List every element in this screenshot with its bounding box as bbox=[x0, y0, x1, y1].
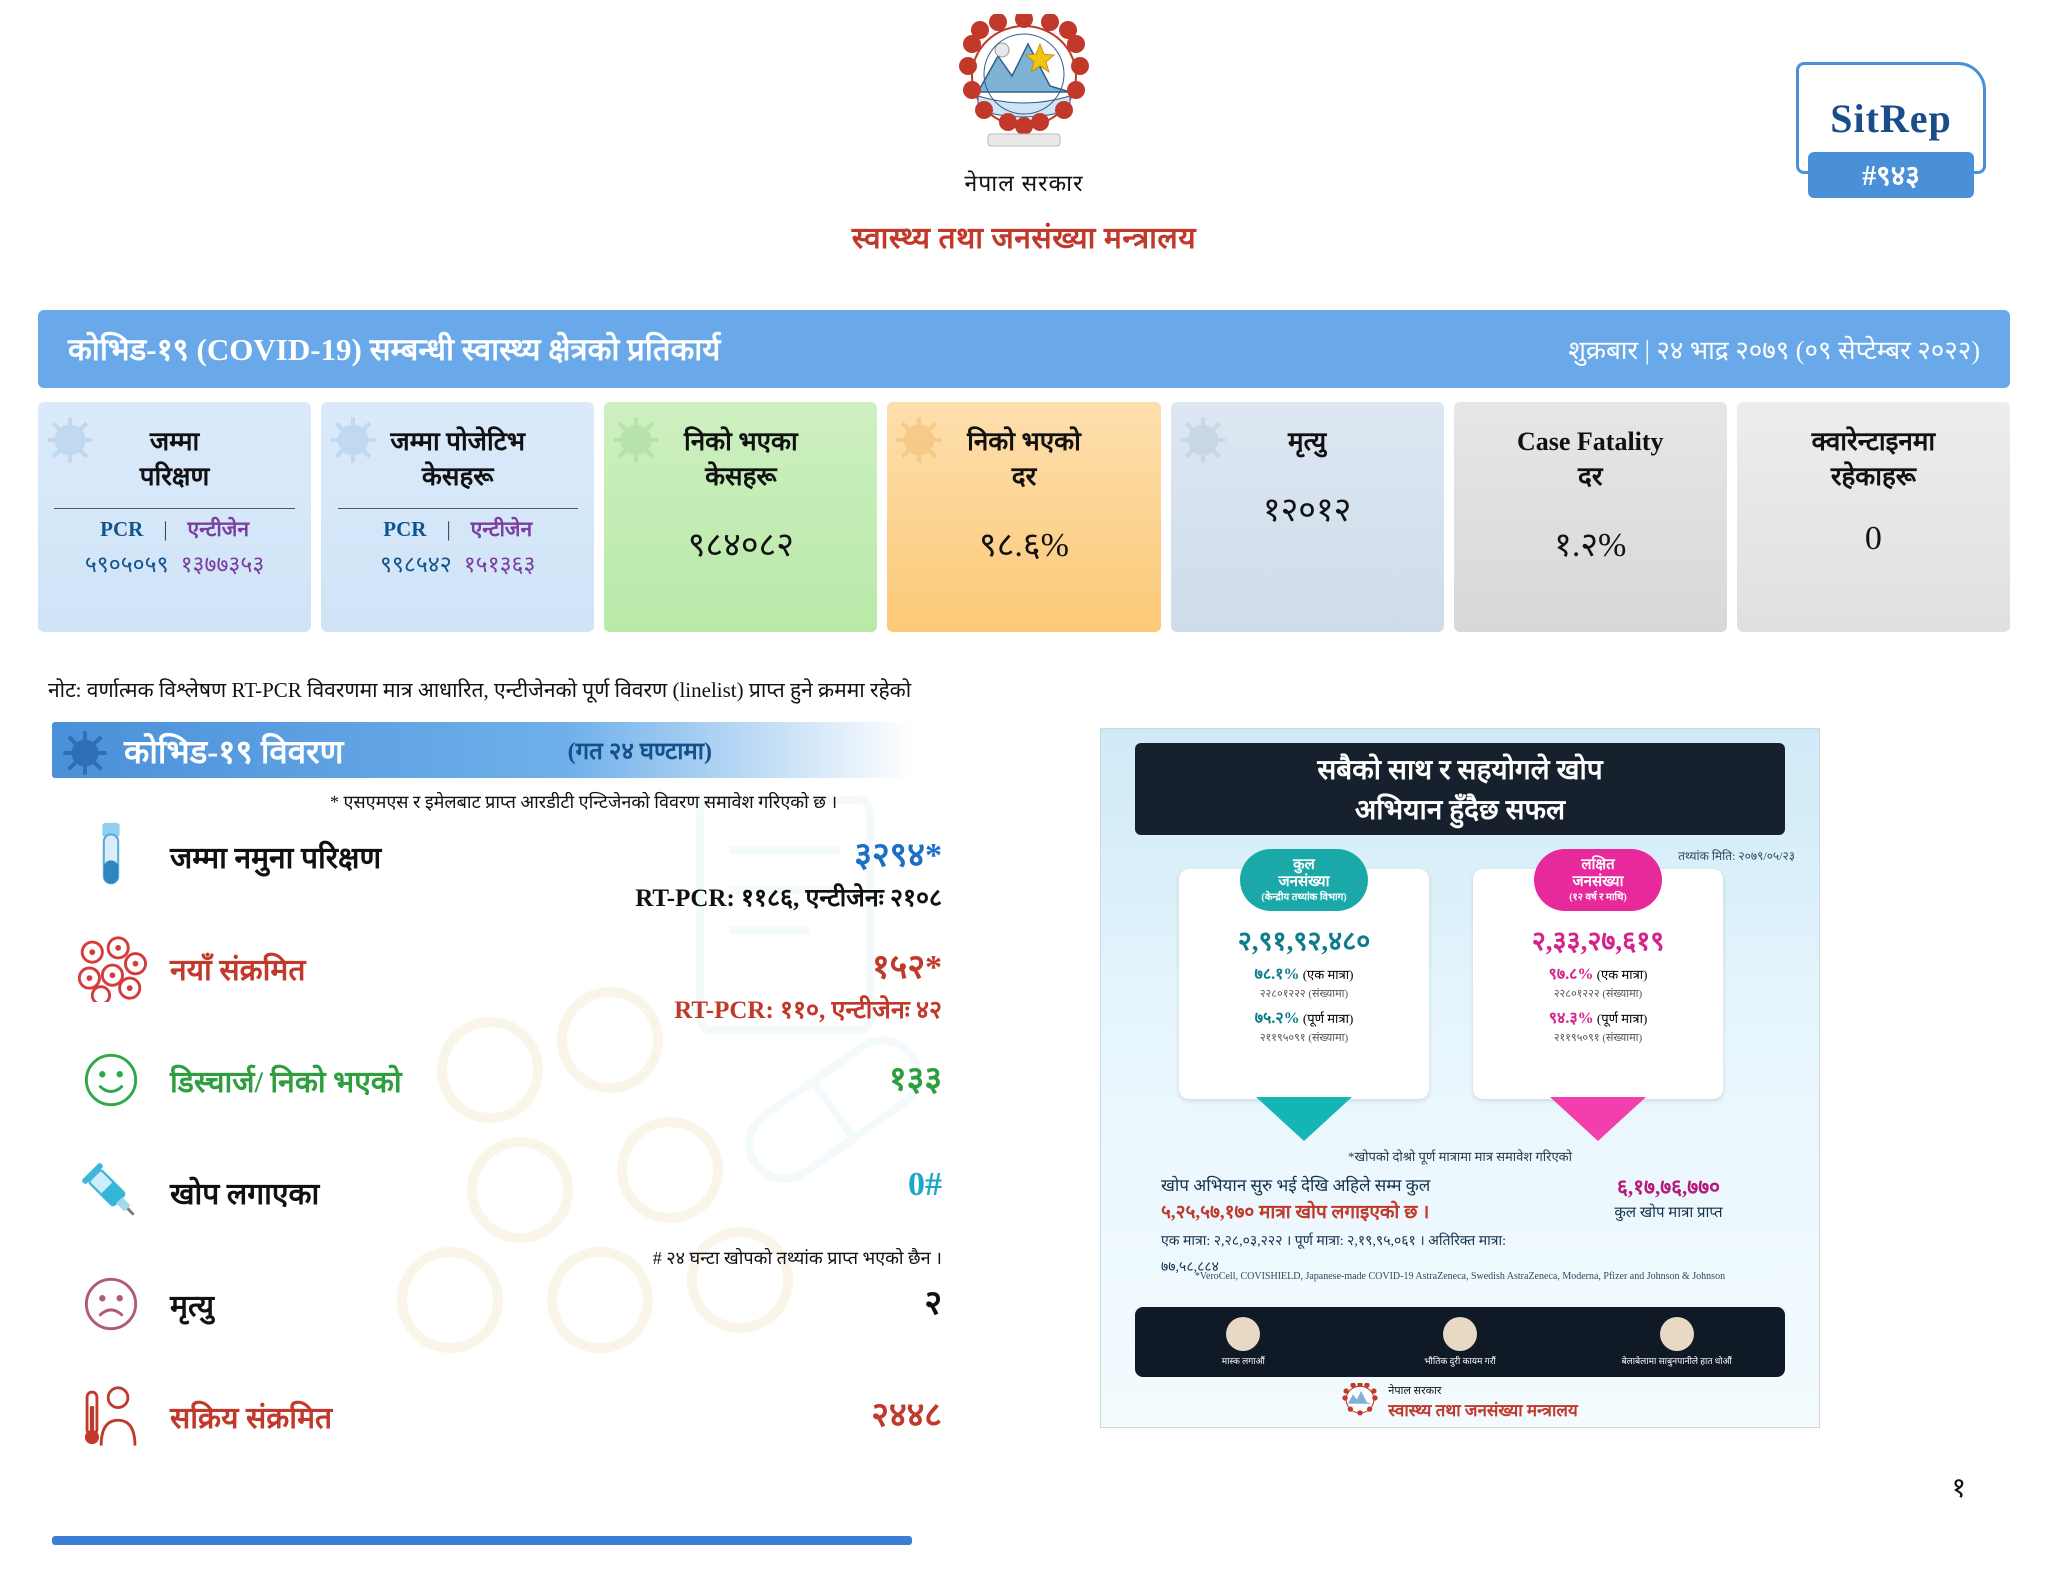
detail-row-discharged bbox=[52, 1048, 952, 1160]
kpi-title: मृत्यु bbox=[1288, 427, 1327, 456]
poster-card1-l1-sub: २२८०१२२२ (संख्यामा) bbox=[1259, 988, 1349, 1000]
detail-label: सक्रिय संक्रमित bbox=[170, 1402, 333, 1435]
poster-card1-pill: कुल जनसंख्या (केन्द्रीय तथ्यांक विभाग) bbox=[1240, 849, 1368, 911]
detail-row-deaths bbox=[52, 1272, 952, 1384]
thermometer-person-icon bbox=[52, 1384, 170, 1448]
poster-vaccine-list: *VeroCell, COVISHIELD, Japanese-made COVID-19 AstraZeneca, Swedish AstraZeneca, Moderna, Pfizer and Johnson & Johnson bbox=[1194, 1271, 1726, 1282]
virus-icon bbox=[891, 412, 947, 468]
kpi-total-positive bbox=[321, 402, 594, 632]
syringe-icon bbox=[52, 1160, 170, 1224]
poster-card1-number: २,९१,९२,४८० bbox=[1237, 926, 1371, 956]
poster-arrow-teal bbox=[1256, 1097, 1352, 1141]
kpi-breakdown bbox=[338, 508, 578, 579]
poster-mid-note: *खोपको दोश्रो पूर्ण मात्रामा मात्र समावेश गरिएको bbox=[1347, 1149, 1573, 1164]
poster-mid-left-line3: एक मात्रा: २,२८,०३,२२२ । पूर्ण मात्रा: २,१९,९५,०६१ । अतिरिक्त मात्रा: ७७,५८,८८४ bbox=[1161, 1234, 1507, 1275]
virus-icon bbox=[42, 412, 98, 468]
detail-row-vaccinated bbox=[52, 1160, 952, 1272]
handwash-icon bbox=[1660, 1317, 1694, 1351]
sitrep-number: #९४३ bbox=[1808, 152, 1974, 198]
poster-card2-l2-pct: ९४.३% bbox=[1548, 1009, 1594, 1027]
poster-card2-l2-sub: २११९५०९१ (संख्यामा) bbox=[1553, 1031, 1643, 1044]
poster-card1-l2-sub: २११९५०९१ (संख्यामा) bbox=[1259, 1031, 1349, 1044]
detail-label: नयाँ संक्रमित bbox=[170, 954, 306, 987]
kpi-recovered-cases bbox=[604, 402, 877, 632]
poster-banner bbox=[1135, 743, 1785, 835]
virus-icon bbox=[608, 412, 664, 468]
report-date: शुक्रबार | २४ भाद्र २०७९ (०९ सेप्टेम्बर २०२२) bbox=[1568, 336, 1980, 365]
report-title-bar bbox=[38, 310, 2010, 388]
sitrep-badge bbox=[1796, 62, 1986, 202]
test-tube-icon bbox=[52, 824, 170, 888]
poster-safety-label: मास्क लगाऔं bbox=[1221, 1356, 1265, 1366]
detail-label: खोप लगाएका bbox=[170, 1178, 320, 1211]
poster-card-total-population bbox=[1179, 857, 1429, 1099]
poster-card2-l2-note: (पूर्ण मात्रा) bbox=[1596, 1010, 1648, 1026]
detail-value: २ bbox=[924, 1285, 942, 1322]
kpi-title: निको भएको दर bbox=[967, 427, 1081, 492]
poster-card1-l2-note: (पूर्ण मात्रा) bbox=[1302, 1010, 1354, 1026]
kpi-sub-separator: | bbox=[163, 516, 168, 541]
emblem-block bbox=[814, 14, 1234, 257]
sitrep-label: SitRep bbox=[1830, 95, 1952, 141]
kpi-case-fatality-rate bbox=[1454, 402, 1727, 632]
detail-label: डिस्चार्ज/ निको भएको bbox=[170, 1066, 402, 1099]
poster-mid-left-line2: ५,२५,५७,१७० मात्रा खोप लगाइएको छ । bbox=[1161, 1201, 1430, 1223]
poster-card2-l1-note: (एक मात्रा) bbox=[1596, 967, 1648, 982]
poster-card-target-population bbox=[1473, 857, 1723, 1099]
poster-card1-l1-note: (एक मात्रा) bbox=[1302, 967, 1354, 982]
kpi-sub-separator: | bbox=[446, 516, 451, 541]
detail-rows bbox=[52, 824, 952, 1496]
sad-face-icon bbox=[52, 1272, 170, 1336]
kpi-sub-label-antigen: एन्टीजेन bbox=[187, 517, 249, 542]
kpi-sub-value-pcr: ५९०५०५९ bbox=[84, 552, 169, 578]
virus-icon bbox=[52, 936, 170, 1000]
detail-value: ३२९४* bbox=[854, 837, 942, 874]
page-header bbox=[0, 0, 2048, 300]
kpi-value: ९८.६% bbox=[979, 527, 1069, 565]
poster-card1-l2-pct: ७५.२% bbox=[1254, 1009, 1300, 1027]
smiley-icon bbox=[52, 1048, 170, 1112]
poster-card1-l1-pct: ७८.१% bbox=[1254, 966, 1300, 983]
page-number: १ bbox=[1951, 1473, 1966, 1504]
mask-icon bbox=[1226, 1317, 1260, 1351]
panel-footnote-top: * एसएमएस र इमेलबाट प्राप्त आरडीटी एन्टिजेनको विवरण समावेश गरिएको छ । bbox=[330, 792, 838, 812]
kpi-sub-label-pcr: PCR bbox=[383, 516, 427, 541]
poster-mid-left-line1: खोप अभियान सुरु भई देखि अहिले सम्म कुल bbox=[1161, 1176, 1431, 1195]
government-label: नेपाल सरकार bbox=[964, 171, 1084, 196]
kpi-title: निको भएका केसहरू bbox=[683, 427, 798, 492]
kpi-title: क्वारेन्टाइनमा रहेकाहरू bbox=[1811, 427, 1936, 492]
kpi-title: जम्मा पोजेटिभ केसहरू bbox=[390, 427, 526, 492]
nepal-emblem-icon bbox=[1342, 1383, 1378, 1423]
poster-footer-gov: नेपाल सरकार bbox=[1388, 1384, 1442, 1397]
virus-icon bbox=[325, 412, 381, 468]
poster-banner-line1: सबैको साथ र सहयोगले खोप bbox=[1317, 755, 1603, 786]
poster-footer-ministry: स्वास्थ्य तथा जनसंख्या मन्त्रालय bbox=[1388, 1401, 1578, 1421]
kpi-title: जम्मा परिक्षण bbox=[139, 427, 210, 492]
kpi-recovery-rate bbox=[887, 402, 1160, 632]
kpi-value: ९८४०८२ bbox=[687, 527, 794, 565]
kpi-row bbox=[38, 402, 2010, 632]
kpi-breakdown bbox=[54, 508, 294, 579]
detail-value: १३३ bbox=[888, 1061, 942, 1098]
detail-label: मृत्यु bbox=[170, 1290, 215, 1323]
kpi-sub-value-pcr: ९९८५४२ bbox=[379, 552, 452, 578]
virus-icon bbox=[1175, 412, 1231, 468]
kpi-total-tests bbox=[38, 402, 311, 632]
kpi-sub-label-pcr: PCR bbox=[100, 516, 144, 541]
poster-mid-right bbox=[1576, 1173, 1761, 1224]
poster-total-doses-received: ६,१७,७६,७७० bbox=[1616, 1175, 1721, 1199]
poster-card2-pill: लक्षित जनसंख्या (१२ वर्ष र माथि) bbox=[1534, 849, 1662, 911]
poster-safety-item bbox=[1375, 1317, 1545, 1367]
panel-title: कोभिड-१९ विवरण bbox=[124, 734, 344, 771]
detail-row-active-cases bbox=[52, 1384, 952, 1496]
ministry-title: स्वास्थ्य तथा जनसंख्या मन्त्रालय bbox=[851, 222, 1197, 255]
virus-icon bbox=[58, 726, 112, 780]
kpi-deaths bbox=[1171, 402, 1444, 632]
kpi-title: Case Fatality दर bbox=[1516, 427, 1664, 492]
vaccination-poster bbox=[1100, 728, 1820, 1428]
covid-detail-panel bbox=[52, 722, 952, 1542]
detail-value: २४४८ bbox=[871, 1397, 942, 1434]
poster-card2-line1 bbox=[1473, 965, 1723, 1002]
poster-footer bbox=[1101, 1383, 1819, 1423]
panel-header bbox=[52, 722, 912, 778]
poster-date: तथ्यांक मिति: २०७९/०५/२३ bbox=[1678, 849, 1795, 863]
report-title: कोभिड-१९ (COVID-19) सम्बन्धी स्वास्थ्य क्षेत्रको प्रतिकार्य bbox=[68, 332, 721, 367]
panel-subtitle: (गत २४ घण्टामा) bbox=[567, 738, 712, 765]
poster-safety-label: बेलाबेलामा साबुनपानीले हात धोऔं bbox=[1621, 1356, 1732, 1366]
panel-bottom-bar bbox=[52, 1536, 912, 1545]
poster-card2-number: २,३३,२७,६१९ bbox=[1531, 926, 1665, 956]
detail-breakdown: RT-PCR: ११८६, एन्टीजेनः २१०८ bbox=[635, 885, 942, 912]
poster-card1-line2 bbox=[1179, 1009, 1429, 1046]
poster-banner-line2: अभियान हुँदैछ सफल bbox=[1354, 795, 1566, 826]
kpi-value: १२०१२ bbox=[1262, 492, 1352, 530]
poster-arrow-pink bbox=[1550, 1097, 1646, 1141]
poster-card2-line2 bbox=[1473, 1009, 1723, 1046]
detail-breakdown: RT-PCR: ११०, एन्टीजेनः ४२ bbox=[674, 997, 942, 1024]
panel-footnote-mid: # २४ घन्टा खोपको तथ्यांक प्राप्त भएको छैन । bbox=[652, 1248, 942, 1268]
kpi-quarantine bbox=[1737, 402, 2010, 632]
poster-card1-line1 bbox=[1179, 965, 1429, 1002]
kpi-sub-value-antigen: १३७७३५३ bbox=[180, 552, 265, 578]
kpi-sub-label-antigen: एन्टीजेन bbox=[470, 517, 533, 542]
detail-label: जम्मा नमुना परिक्षण bbox=[170, 842, 382, 875]
nepal-emblem-icon bbox=[958, 14, 1090, 164]
poster-total-doses-label: कुल खोप मात्रा प्राप्त bbox=[1614, 1205, 1723, 1221]
kpi-value: 0 bbox=[1864, 520, 1882, 558]
methodology-note: नोट: वर्णात्मक विश्लेषण RT-PCR विवरणमा मात्र आधारित, एन्टीजेनको पूर्ण विवरण (linelist) प्राप्त हुने क्रममा रहेको bbox=[48, 678, 912, 702]
poster-safety-item bbox=[1158, 1317, 1328, 1367]
detail-value: 0# bbox=[908, 1166, 942, 1203]
poster-card2-l1-pct: ९७.८% bbox=[1548, 966, 1594, 983]
poster-safety-bar bbox=[1135, 1307, 1785, 1377]
detail-row-total-samples bbox=[52, 824, 952, 936]
poster-mid-left bbox=[1161, 1173, 1561, 1278]
distance-icon bbox=[1443, 1317, 1477, 1351]
kpi-sub-value-antigen: १५१३६३ bbox=[463, 552, 536, 578]
detail-row-new-infected bbox=[52, 936, 952, 1048]
poster-safety-label: भौतिक दुरी कायम गरौं bbox=[1424, 1356, 1496, 1366]
poster-safety-item bbox=[1592, 1317, 1762, 1367]
detail-value: १५२* bbox=[871, 949, 942, 986]
poster-card2-l1-sub: २२८०१२२२ (संख्यामा) bbox=[1553, 988, 1643, 1000]
kpi-value: १.२% bbox=[1554, 527, 1627, 565]
